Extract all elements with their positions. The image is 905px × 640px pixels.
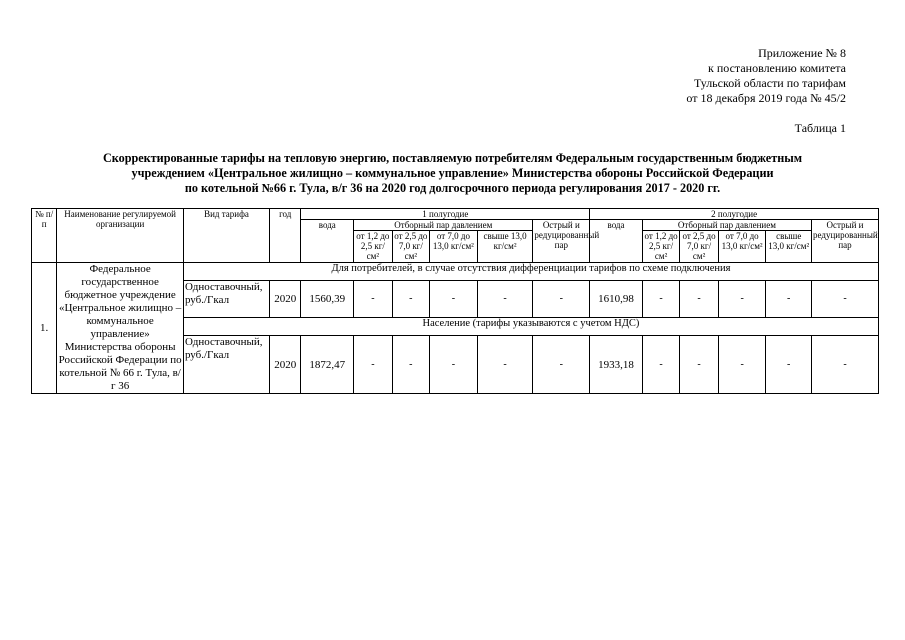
half2-header: 2 полугодие: [590, 209, 879, 220]
h2-pressure-4-value: -: [766, 280, 812, 317]
h2-pressure-4-value: -: [766, 336, 812, 394]
section-title: Для потребителей, в случае отсутствия дифференциации тарифов по схеме подключения: [183, 263, 878, 281]
h1-pressure-1-value: -: [354, 336, 392, 394]
title-line-1: Скорректированные тарифы на тепловую энергию, поставляемую потребителям Федеральным государственным бюджетным: [102, 151, 803, 165]
h1-pressure-3-value: -: [430, 336, 478, 394]
h1-pressure-3: от 7,0 до 13,0 кг/см²: [430, 231, 478, 263]
title-line-2: учреждением «Центральное жилищно – коммунальное управление» Министерства обороны Российской Федерации: [131, 166, 774, 180]
h2-pressure-2-value: -: [680, 336, 718, 394]
h1-pressure-2: от 2,5 до 7,0 кг/см²: [392, 231, 429, 263]
tariff-table: [31, 208, 879, 394]
organization-name: Федеральное государственное бюджетное учреждение «Центральное жилищно – коммунальное управление» Министерства обороны Российской Федерации по котельной № 66 г. Тула, в/г 36: [58, 263, 182, 392]
h2-sharp-steam-value: -: [812, 336, 879, 394]
appendix-committee: Тульской области по тарифам: [693, 76, 846, 90]
h1-water-header: вода: [301, 220, 354, 263]
h1-sharp-steam-value: -: [533, 280, 590, 317]
h2-pressure-3: от 7,0 до 13,0 кг/см²: [718, 231, 766, 263]
appendix-date: от 18 декабря 2019 года № 45/2: [686, 91, 846, 105]
h1-steam-header: Отборный пар давлением: [354, 220, 533, 231]
col-year-header: год: [270, 209, 301, 263]
col-org-header: Наименование регулируемой организации: [57, 209, 184, 263]
title-line-3: по котельной №66 г. Тула, в/г 36 на 2020 год долгосрочного периода регулирования 2017 - 2020 гг.: [184, 181, 721, 195]
h1-water-value: 1872,47: [301, 336, 354, 394]
h2-water-header: вода: [590, 220, 643, 263]
table-label: Таблица 1: [794, 121, 846, 135]
h1-pressure-4: свыше 13,0 кг/см²: [477, 231, 533, 263]
h2-sharp-steam-value: -: [812, 280, 879, 317]
h2-pressure-3-value: -: [718, 280, 766, 317]
h2-pressure-2: от 2,5 до 7,0 кг/см²: [680, 231, 718, 263]
h2-pressure-1-value: -: [642, 280, 679, 317]
col-tariff-type-header: Вид тарифа: [183, 209, 269, 263]
h1-pressure-4-value: -: [477, 336, 533, 394]
row-number: 1.: [32, 263, 57, 394]
tariff-type: Одноставочный, руб./Гкал: [183, 280, 269, 317]
h2-pressure-4: свыше 13,0 кг/см²: [766, 231, 812, 263]
h2-sharp-steam-header: Острый и редуцированный пар: [812, 220, 879, 263]
col-num-header: № п/п: [32, 209, 57, 263]
h2-pressure-1: от 1,2 до 2,5 кг/см²: [642, 231, 679, 263]
h1-pressure-1: от 1,2 до 2,5 кг/см²: [354, 231, 392, 263]
h2-steam-header: Отборный пар давлением: [642, 220, 811, 231]
appendix-number: Приложение № 8: [758, 46, 846, 60]
document-title: [40, 151, 865, 196]
h1-water-value: 1560,39: [301, 280, 354, 317]
appendix-header: [686, 46, 846, 106]
h2-water-value: 1610,98: [590, 280, 643, 317]
appendix-resolution: к постановлению комитета: [708, 61, 846, 75]
h1-sharp-steam-header: Острый и редуцированный пар: [533, 220, 590, 263]
h2-pressure-3-value: -: [718, 336, 766, 394]
h1-pressure-3-value: -: [430, 280, 478, 317]
year-value: 2020: [270, 336, 301, 394]
half1-header: 1 полугодие: [301, 209, 590, 220]
h1-pressure-4-value: -: [477, 280, 533, 317]
h2-pressure-1-value: -: [642, 336, 679, 394]
h2-pressure-2-value: -: [680, 280, 718, 317]
h1-pressure-2-value: -: [392, 336, 429, 394]
h2-water-value: 1933,18: [590, 336, 643, 394]
tariff-type: Одноставочный, руб./Гкал: [183, 336, 269, 394]
h1-sharp-steam-value: -: [533, 336, 590, 394]
section-title: Население (тарифы указываются с учетом НДС): [183, 318, 878, 336]
h1-pressure-1-value: -: [354, 280, 392, 317]
year-value: 2020: [270, 280, 301, 317]
h1-pressure-2-value: -: [392, 280, 429, 317]
